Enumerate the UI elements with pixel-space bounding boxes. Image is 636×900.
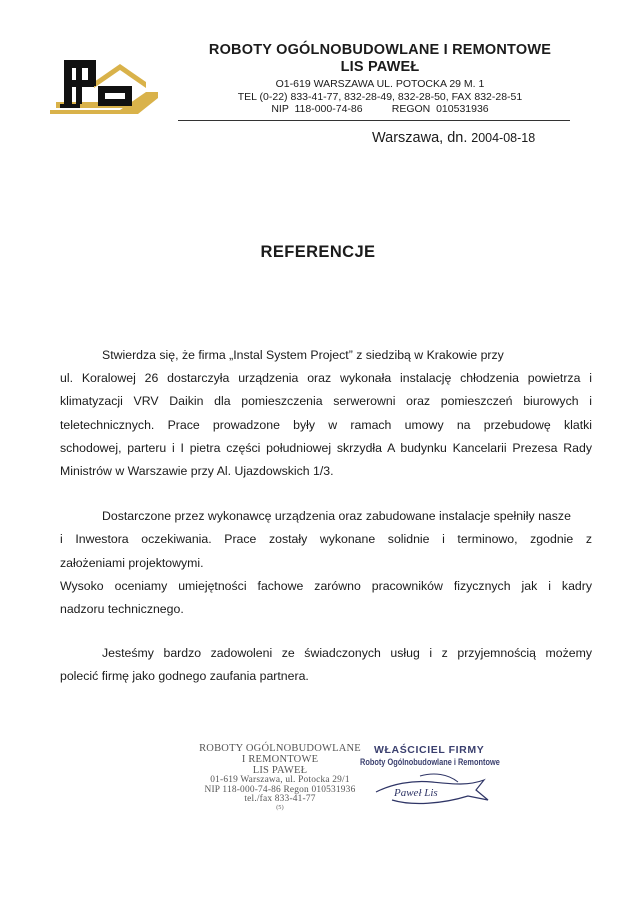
header-divider <box>178 120 570 121</box>
letter-body <box>60 344 592 689</box>
stamp-line: 01-619 Warszawa, ul. Potocka 29/1 <box>210 775 350 785</box>
date-line <box>372 129 535 146</box>
phone-line: TEL (0-22) 833-41-77, 832-28-49, 832-28-50, FAX 832-28-51 <box>237 90 523 103</box>
company-logo <box>50 52 160 116</box>
owner-stamp-title: WŁAŚCICIEL FIRMY <box>374 744 485 756</box>
stamp-line: NIP 118-000-74-86 Regon 010531936 <box>204 784 356 795</box>
company-logo-icon <box>50 52 160 116</box>
company-name-line2: LIS PAWEŁ <box>340 59 420 75</box>
stamp-line: ROBOTY OGÓLNOBUDOWLANE <box>199 743 361 754</box>
date-value: 2004-08-18 <box>471 131 536 145</box>
body-line: założeniami projektowymi. <box>60 555 204 570</box>
stamp-line: (5) <box>276 804 284 811</box>
stamp-line: LIS PAWEŁ <box>252 765 308 776</box>
address-line: O1-619 WARSZAWA UL. POTOCKA 29 M. 1 <box>275 78 485 90</box>
company-stamp <box>195 743 365 812</box>
company-address <box>180 78 580 116</box>
owner-stamp-subtitle: Roboty Ogólnobudowlane i Remontowe <box>360 757 500 767</box>
signature-text: Paweł Lis <box>394 787 438 799</box>
company-name <box>180 42 580 76</box>
body-line: Ministrów w Warszawie przy Al. Ujazdowskich 1/3. <box>60 464 334 479</box>
signature-icon <box>372 770 492 810</box>
body-line: schodowej, parteru i I pietra części południowej skrzydła A budynku Kancelarii Prezesa Rady <box>60 440 592 455</box>
body-line: polecić firmę jako godnego zaufania partnera. <box>60 669 309 684</box>
body-line: Dostarczone przez wykonawcę urządzenia oraz zabudowane instalacje spełniły nasze <box>102 509 571 524</box>
body-line: Stwierdza się, że firma „Instal System Project” z siedzibą w Krakowie przy <box>102 348 504 362</box>
ids-line: NIP 118-000-74-86 REGON 010531936 <box>271 103 489 115</box>
body-line: Jesteśmy bardzo zadowoleni ze świadczonych usług i z przyjemnością możemy <box>102 646 592 661</box>
body-line: teletechnicznych. Prace prowadzone były w ramach umowy na przebudowę klatki <box>60 417 592 432</box>
body-line: klimatyzacji VRV Daikin dla pomieszczenia serwerowni oraz pomieszczeń biurowych i <box>60 394 592 409</box>
stamp-line: tel./fax 833-41-77 <box>244 794 316 804</box>
date-city: Warszawa, dn. <box>372 130 468 146</box>
body-line: nadzoru technicznego. <box>60 602 184 617</box>
document-title: REFERENCJE <box>260 243 376 261</box>
body-line: i Inwestora oczekiwania. Prace zostały wykonane solidnie i terminowo, zgodnie z <box>60 532 592 547</box>
body-line: Wysoko oceniamy umiejętności fachowe zarówno pracowników fizycznych jak i kadry <box>60 578 592 593</box>
body-line: ul. Koralowej 26 dostarczyła urządzenia oraz wykonała instalację chłodzenia powietrza i <box>60 371 592 386</box>
stamp-line: I REMONTOWE <box>241 754 319 765</box>
company-name-line1: ROBOTY OGÓLNOBUDOWLANE I REMONTOWE <box>208 42 552 58</box>
